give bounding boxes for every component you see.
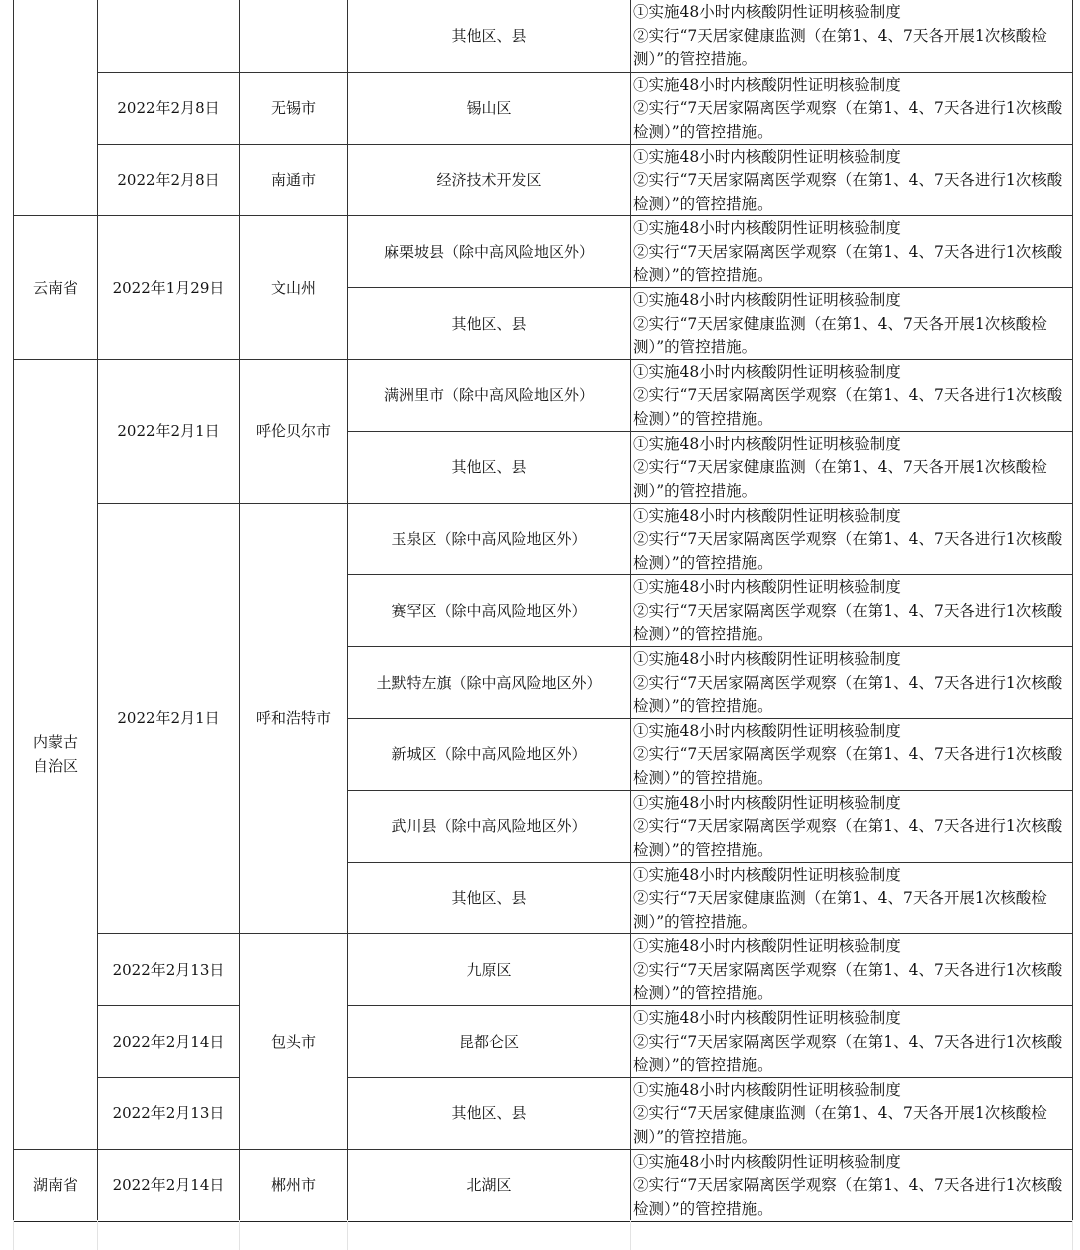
ghost-grid-line xyxy=(630,1220,631,1250)
measure-line-isolation: ②实行“7天居家隔离医学观察（在第1、4、7天各进行1次核酸检测）”的管控措施。 xyxy=(633,99,1063,141)
measure-line-test: ①实施48小时内核酸阴性证明核验制度 xyxy=(633,1152,901,1171)
measure-line-test: ①实施48小时内核酸阴性证明核验制度 xyxy=(633,1080,901,1099)
measure-line-health: ②实行“7天居家健康监测（在第1、4、7天各开展1次核酸检测）”的管控措施。 xyxy=(633,889,1047,931)
date-cell: 2022年2月14日 xyxy=(97,1149,239,1221)
measure-cell xyxy=(630,144,1073,216)
city-cell: 呼伦贝尔市 xyxy=(239,359,347,503)
measure-line-isolation: ②实行“7天居家隔离医学观察（在第1、4、7天各进行1次核酸检测）”的管控措施。 xyxy=(633,171,1063,213)
city-cell-continued xyxy=(239,0,347,72)
measure-line-test: ①实施48小时内核酸阴性证明核验制度 xyxy=(633,362,901,381)
measure-cell xyxy=(630,215,1073,287)
district-cell: 新城区（除中高风险地区外） xyxy=(347,718,630,790)
measure-cell xyxy=(630,1005,1073,1077)
ghost-grid-line xyxy=(1072,1220,1073,1250)
measure-line-health: ②实行“7天居家健康监测（在第1、4、7天各开展1次核酸检测）”的管控措施。 xyxy=(633,26,1047,68)
measure-line-test: ①实施48小时内核酸阴性证明核验制度 xyxy=(633,75,901,94)
district-cell: 其他区、县 xyxy=(347,431,630,503)
ghost-grid-line xyxy=(97,1220,98,1250)
measure-cell xyxy=(630,431,1073,503)
measure-line-test: ①实施48小时内核酸阴性证明核验制度 xyxy=(633,865,901,884)
city-cell: 郴州市 xyxy=(239,1149,347,1221)
measure-cell xyxy=(630,72,1073,144)
district-cell: 北湖区 xyxy=(347,1149,630,1221)
district-cell: 武川县（除中高风险地区外） xyxy=(347,790,630,862)
measure-line-isolation: ②实行“7天居家隔离医学观察（在第1、4、7天各进行1次核酸检测）”的管控措施。 xyxy=(633,386,1063,428)
measure-cell xyxy=(630,933,1073,1005)
date-cell: 2022年2月14日 xyxy=(97,1005,239,1077)
measure-cell xyxy=(630,574,1073,646)
measure-cell xyxy=(630,1077,1073,1149)
district-cell: 赛罕区（除中高风险地区外） xyxy=(347,574,630,646)
district-cell: 其他区、县 xyxy=(347,0,630,72)
measure-line-test: ①实施48小时内核酸阴性证明核验制度 xyxy=(633,937,901,956)
measure-line-isolation: ②实行“7天居家隔离医学观察（在第1、4、7天各进行1次核酸检测）”的管控措施。 xyxy=(633,960,1063,1003)
measure-line-test: ①实施48小时内核酸阴性证明核验制度 xyxy=(633,434,901,453)
measure-line-isolation: ②实行“7天居家隔离医学观察（在第1、4、7天各进行1次核酸检测）”的管控措施。 xyxy=(633,242,1063,285)
district-cell: 土默特左旗（除中高风险地区外） xyxy=(347,646,630,718)
district-cell: 其他区、县 xyxy=(347,1077,630,1149)
measure-line-test: ①实施48小时内核酸阴性证明核验制度 xyxy=(633,650,901,669)
measure-line-isolation: ②实行“7天居家隔离医学观察（在第1、4、7天各进行1次核酸检测）”的管控措施。 xyxy=(633,673,1063,716)
city-cell: 包头市 xyxy=(239,933,347,1148)
measure-cell xyxy=(630,718,1073,790)
city-cell: 呼和浩特市 xyxy=(239,503,347,934)
district-cell: 玉泉区（除中高风险地区外） xyxy=(347,503,630,575)
measure-line-isolation: ②实行“7天居家隔离医学观察（在第1、4、7天各进行1次核酸检测）”的管控措施。 xyxy=(633,601,1063,644)
measure-line-health: ②实行“7天居家健康监测（在第1、4、7天各开展1次核酸检测）”的管控措施。 xyxy=(633,458,1047,500)
province-cell-neimenggu xyxy=(13,359,97,1149)
district-cell: 九原区 xyxy=(347,933,630,1005)
measure-line-test: ①实施48小时内核酸阴性证明核验制度 xyxy=(633,147,901,166)
ghost-grid-line xyxy=(239,1220,240,1250)
date-cell: 2022年2月8日 xyxy=(97,72,239,144)
district-cell: 满洲里市（除中高风险地区外） xyxy=(347,359,630,431)
measure-line-test: ①实施48小时内核酸阴性证明核验制度 xyxy=(633,793,901,812)
measure-line-test: ①实施48小时内核酸阴性证明核验制度 xyxy=(633,1009,901,1028)
measure-line-health: ②实行“7天居家健康监测（在第1、4、7天各开展1次核酸检测）”的管控措施。 xyxy=(633,1104,1047,1146)
measure-line-test: ①实施48小时内核酸阴性证明核验制度 xyxy=(633,3,901,21)
district-cell: 锡山区 xyxy=(347,72,630,144)
province-cell-jiangsu-continued xyxy=(13,0,97,215)
measure-cell xyxy=(630,790,1073,862)
measure-line-isolation: ②实行“7天居家隔离医学观察（在第1、4、7天各进行1次核酸检测）”的管控措施。 xyxy=(633,1032,1063,1075)
date-cell-continued xyxy=(97,0,239,72)
measure-line-test: ①实施48小时内核酸阴性证明核验制度 xyxy=(633,506,901,525)
province-label: 云南省 xyxy=(32,278,78,297)
province-cell-yunnan xyxy=(13,215,97,359)
district-cell: 经济技术开发区 xyxy=(347,144,630,216)
measure-line-isolation: ②实行“7天居家隔离医学观察（在第1、4、7天各进行1次核酸检测）”的管控措施。 xyxy=(633,530,1063,572)
province-label-line1: 内蒙古 xyxy=(32,733,78,752)
date-cell: 2022年2月8日 xyxy=(97,144,239,216)
city-cell: 无锡市 xyxy=(239,72,347,144)
ghost-grid-line xyxy=(13,1220,14,1250)
measure-line-isolation: ②实行“7天居家隔离医学观察（在第1、4、7天各进行1次核酸检测）”的管控措施。 xyxy=(633,745,1063,787)
district-cell: 麻栗坡县（除中高风险地区外） xyxy=(347,215,630,287)
measure-cell xyxy=(630,1149,1073,1221)
measure-line-test: ①实施48小时内核酸阴性证明核验制度 xyxy=(633,578,901,597)
district-cell: 其他区、县 xyxy=(347,862,630,934)
date-cell: 2022年2月1日 xyxy=(97,503,239,934)
province-cell-hunan xyxy=(13,1149,97,1221)
measure-cell xyxy=(630,862,1073,934)
measure-line-health: ②实行“7天居家健康监测（在第1、4、7天各开展1次核酸检测）”的管控措施。 xyxy=(633,314,1047,357)
ghost-grid-line xyxy=(347,1220,348,1250)
measure-line-isolation: ②实行“7天居家隔离医学观察（在第1、4、7天各进行1次核酸检测）”的管控措施。 xyxy=(633,1176,1063,1218)
measure-cell xyxy=(630,503,1073,575)
district-cell: 昆都仑区 xyxy=(347,1005,630,1077)
date-cell: 2022年2月13日 xyxy=(97,933,239,1005)
date-cell: 2022年2月13日 xyxy=(97,1077,239,1149)
district-cell: 其他区、县 xyxy=(347,287,630,359)
province-label: 湖南省 xyxy=(32,1176,78,1195)
control-measures-table xyxy=(13,0,1073,1222)
date-cell: 2022年1月29日 xyxy=(97,215,239,359)
measure-line-test: ①实施48小时内核酸阴性证明核验制度 xyxy=(633,219,901,238)
measure-cell xyxy=(630,646,1073,718)
date-cell: 2022年2月1日 xyxy=(97,359,239,503)
measure-line-test: ①实施48小时内核酸阴性证明核验制度 xyxy=(633,291,901,310)
measure-line-isolation: ②实行“7天居家隔离医学观察（在第1、4、7天各进行1次核酸检测）”的管控措施。 xyxy=(633,817,1063,859)
province-label-line2: 自治区 xyxy=(32,757,78,776)
measure-line-test: ①实施48小时内核酸阴性证明核验制度 xyxy=(633,721,901,740)
measure-cell xyxy=(630,0,1073,72)
measure-cell xyxy=(630,359,1073,431)
city-cell: 南通市 xyxy=(239,144,347,216)
measure-cell xyxy=(630,287,1073,359)
city-cell: 文山州 xyxy=(239,215,347,359)
